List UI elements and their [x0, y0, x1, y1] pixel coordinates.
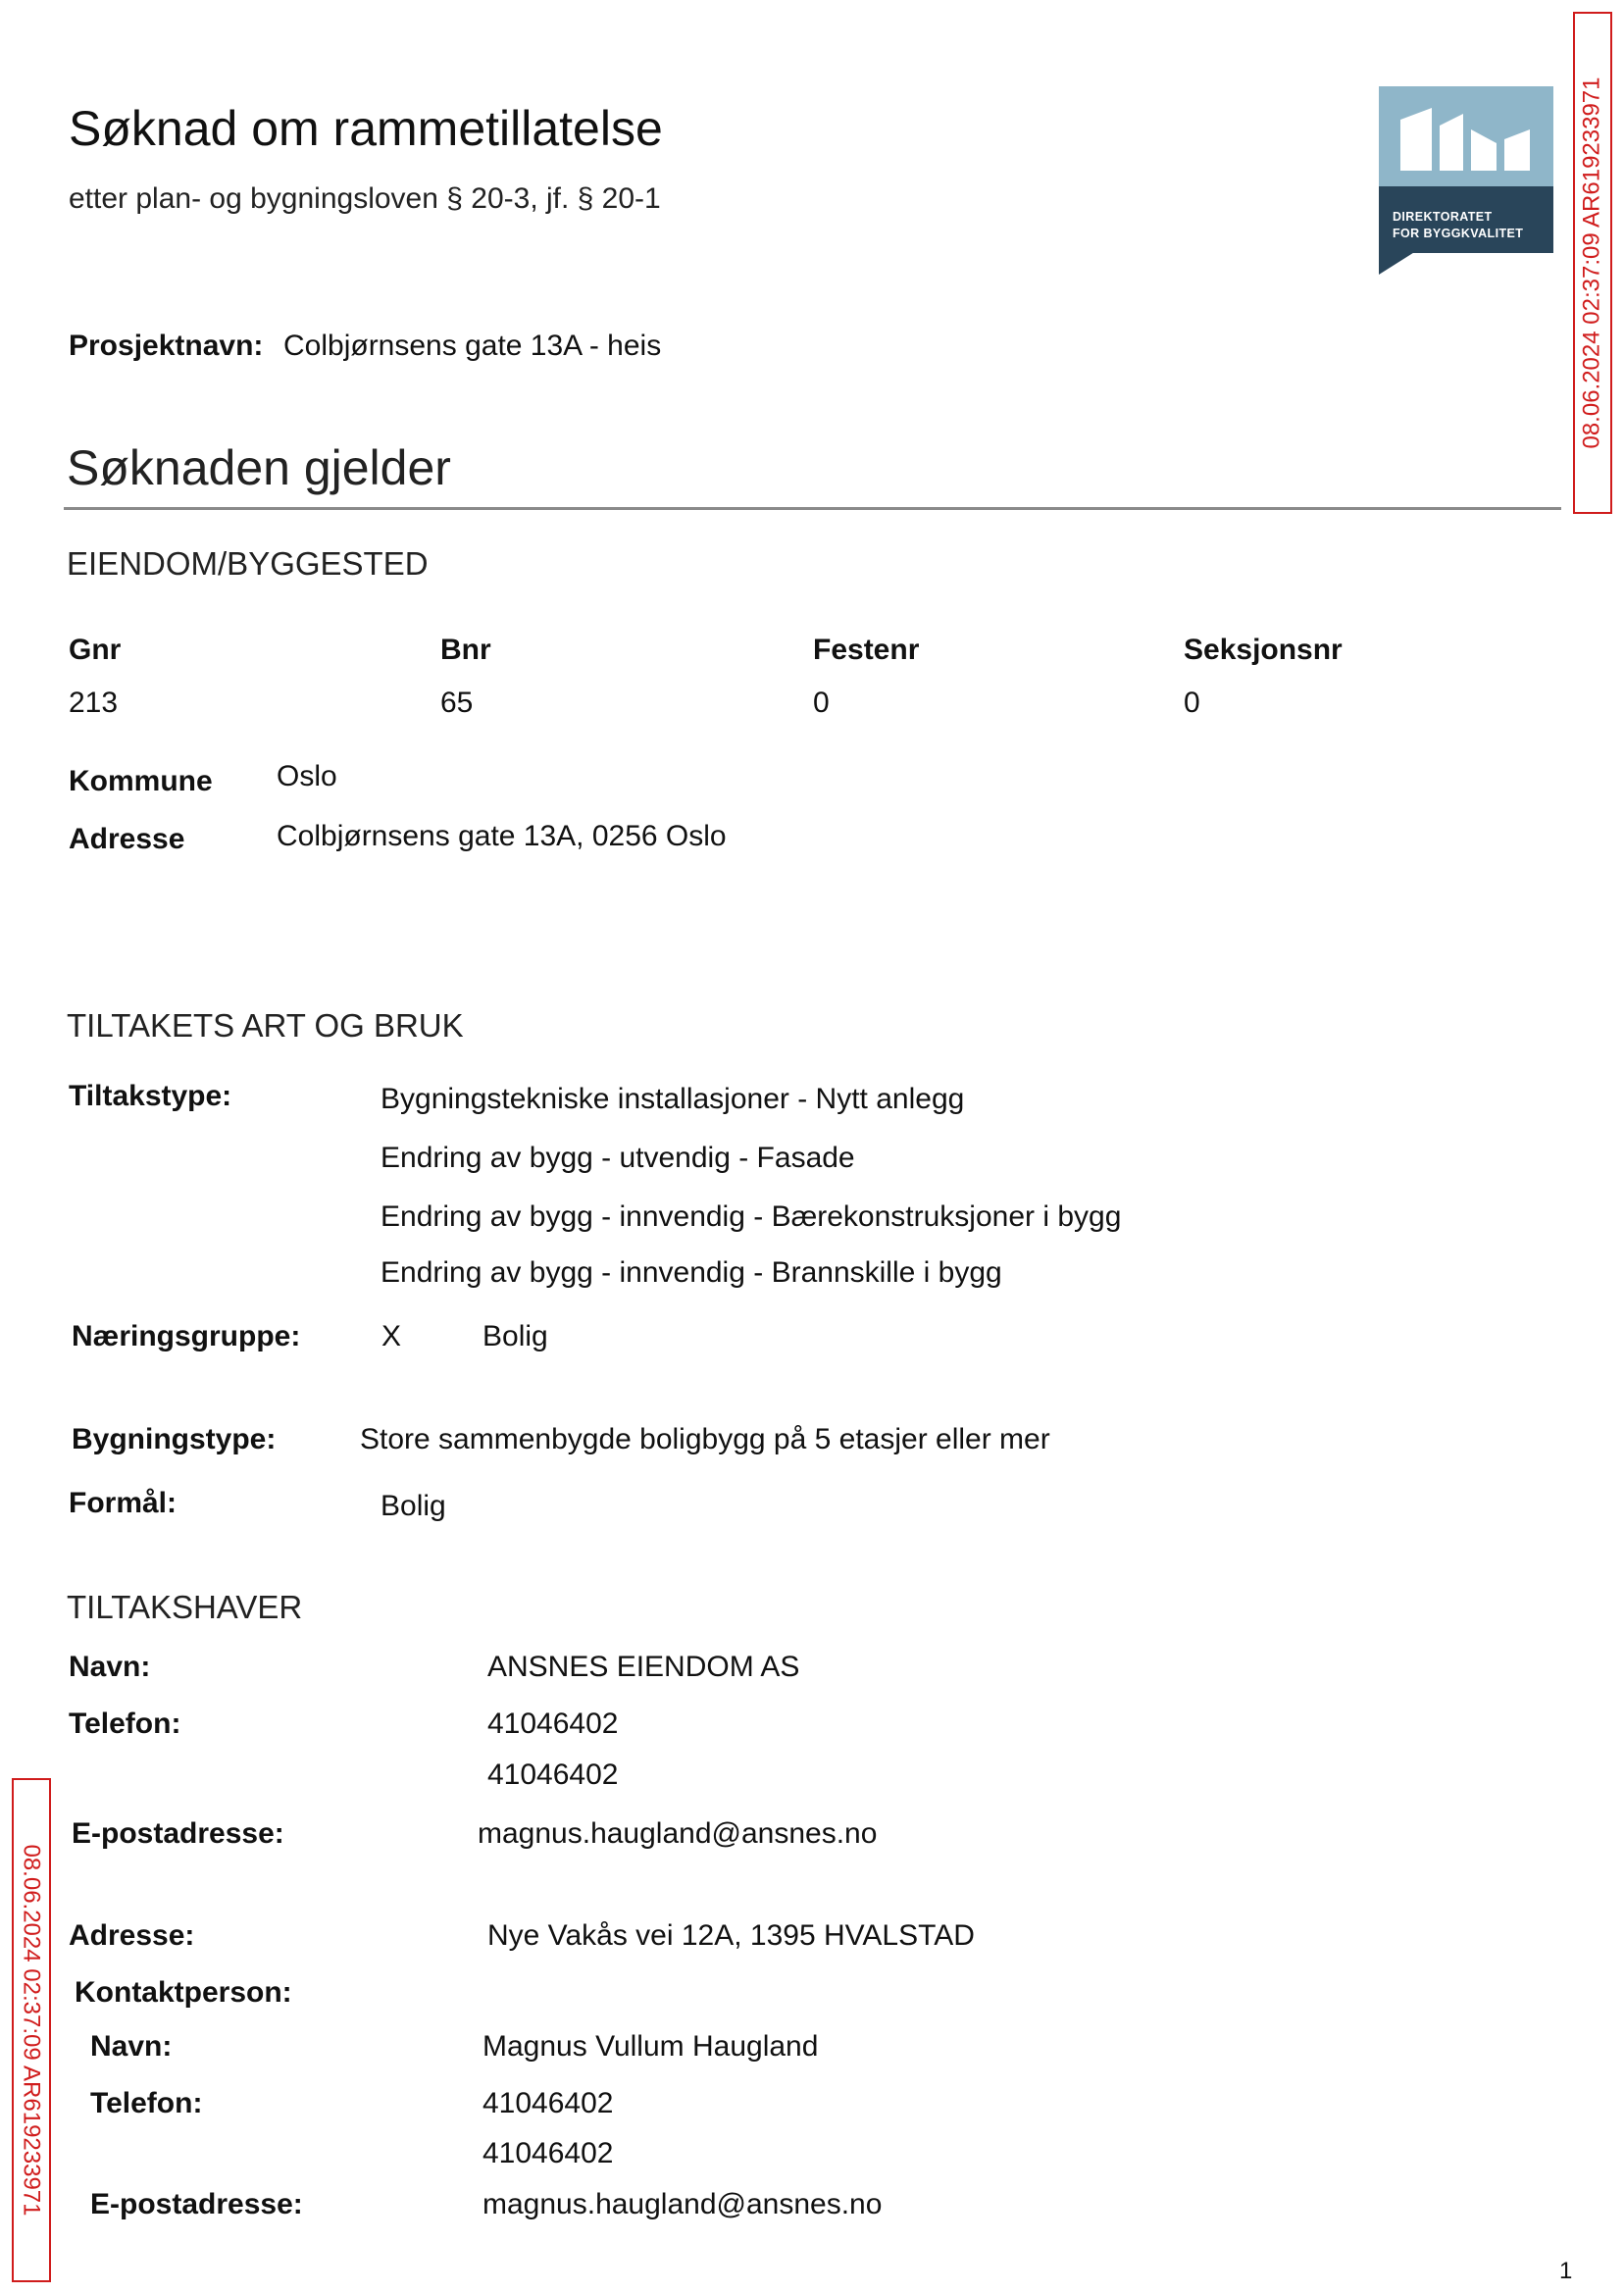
- tiltakstype-item: Endring av bygg - utvendig - Fasade: [381, 1142, 855, 1174]
- document-title: Søknad om rammetillatelse: [69, 101, 663, 156]
- section-title: Søknaden gjelder: [67, 440, 451, 495]
- section-divider: [64, 507, 1561, 510]
- tiltakshaver-navn-value: ANSNES EIENDOM AS: [487, 1651, 800, 1683]
- kontakt-epost-value: magnus.haugland@ansnes.no: [482, 2188, 883, 2220]
- building-logo-icon: [1393, 100, 1540, 178]
- dibk-logo: [1379, 86, 1553, 277]
- logo-text-line2: FOR BYGGKVALITET: [1393, 227, 1524, 240]
- project-name-label: Prosjektnavn:: [69, 330, 264, 362]
- timestamp-stamp-left: [12, 1778, 51, 2282]
- tiltakshaver-epost-label: E-postadresse:: [72, 1817, 284, 1850]
- tiltak-heading: TILTAKETS ART OG BRUK: [67, 1007, 464, 1044]
- festenr-label: Festenr: [813, 634, 920, 666]
- tiltakshaver-telefon-value: 41046402: [487, 1759, 619, 1791]
- page-number: 1: [1559, 2258, 1573, 2284]
- property-heading: EIENDOM/BYGGESTED: [67, 545, 429, 582]
- seksjonsnr-label: Seksjonsnr: [1184, 634, 1343, 666]
- bygningstype-value: Store sammenbygde boligbygg på 5 etasjer eller mer: [360, 1423, 1050, 1455]
- naeringsgruppe-value: Bolig: [482, 1320, 548, 1352]
- adresse-label: Adresse: [69, 823, 185, 855]
- bnr-value: 65: [440, 687, 474, 719]
- kontakt-telefon-value: 41046402: [482, 2137, 614, 2169]
- naeringsgruppe-code: X: [381, 1320, 402, 1352]
- naeringsgruppe-label: Næringsgruppe:: [72, 1320, 301, 1352]
- tiltakshaver-epost-value: magnus.haugland@ansnes.no: [478, 1817, 878, 1850]
- tiltakshaver-navn-label: Navn:: [69, 1651, 151, 1683]
- festenr-value: 0: [813, 687, 830, 719]
- tiltakstype-item: Endring av bygg - innvendig - Bærekonstruksjoner i bygg: [381, 1200, 1122, 1233]
- tiltakshaver-telefon-label: Telefon:: [69, 1708, 181, 1740]
- kommune-label: Kommune: [69, 765, 213, 797]
- stamp-text: 08.06.2024 02:37:09 AR619233971: [19, 1844, 45, 2217]
- kontaktperson-label: Kontaktperson:: [75, 1976, 292, 2009]
- tiltakstype-item: Bygningstekniske installasjoner - Nytt anlegg: [381, 1083, 965, 1115]
- kontakt-epost-label: E-postadresse:: [90, 2188, 303, 2220]
- formal-label: Formål:: [69, 1487, 178, 1519]
- kontakt-telefon-label: Telefon:: [90, 2087, 203, 2119]
- bnr-label: Bnr: [440, 634, 491, 666]
- timestamp-stamp-right: [1573, 12, 1612, 514]
- tiltakshaver-heading: TILTAKSHAVER: [67, 1589, 303, 1625]
- bygningstype-label: Bygningstype:: [72, 1423, 277, 1455]
- tiltakstype-label: Tiltakstype:: [69, 1080, 232, 1112]
- tiltakshaver-adresse-label: Adresse:: [69, 1919, 195, 1952]
- kontakt-navn-value: Magnus Vullum Haugland: [482, 2030, 819, 2063]
- tiltakstype-item: Endring av bygg - innvendig - Brannskille i bygg: [381, 1256, 1002, 1289]
- gnr-label: Gnr: [69, 634, 122, 666]
- kontakt-navn-label: Navn:: [90, 2030, 173, 2063]
- tiltakshaver-telefon-value: 41046402: [487, 1708, 619, 1740]
- kontakt-telefon-value: 41046402: [482, 2087, 614, 2119]
- adresse-value: Colbjørnsens gate 13A, 0256 Oslo: [277, 820, 727, 852]
- seksjonsnr-value: 0: [1184, 687, 1200, 719]
- tiltakshaver-adresse-value: Nye Vakås vei 12A, 1395 HVALSTAD: [487, 1919, 975, 1952]
- project-name-value: Colbjørnsens gate 13A - heis: [283, 330, 662, 362]
- gnr-value: 213: [69, 687, 119, 719]
- kommune-value: Oslo: [277, 760, 337, 792]
- formal-value: Bolig: [381, 1490, 446, 1522]
- stamp-text: 08.06.2024 02:37:09 AR619233971: [1579, 76, 1605, 449]
- document-subtitle: etter plan- og bygningsloven § 20-3, jf. § 20-1: [69, 182, 661, 215]
- logo-text-line1: DIREKTORATET: [1393, 210, 1493, 224]
